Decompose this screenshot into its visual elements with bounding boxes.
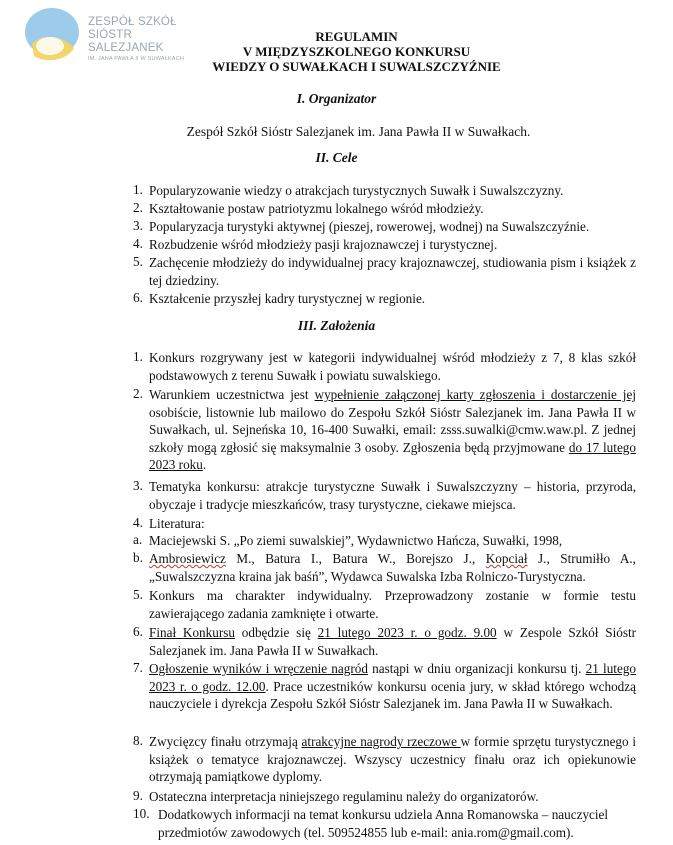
text-part: . xyxy=(202,457,207,472)
logo-line1: ZESPÓŁ SZKÓŁ xyxy=(88,16,177,28)
item-number: 7. xyxy=(133,660,143,675)
logo-line3: IM. JANA PAWŁA II W SUWAŁKACH xyxy=(88,56,185,62)
section-zalozenia-heading: III. Założenia xyxy=(297,318,376,333)
item-letter: b. xyxy=(133,550,143,565)
spell-flagged-word: Kopciał xyxy=(485,551,528,566)
underlined-text: wypełnienie załączonej karty zgłoszenia i dostarczenie jej xyxy=(314,387,636,402)
date-text: 21 lutego 2023 r. o godz. 12.00 xyxy=(149,661,637,694)
item-number: 5. xyxy=(133,254,143,269)
item-text: Popularyzowanie wiedzy o atrakcjach turystycznych Suwałk i Suwalszczyzny. xyxy=(149,183,564,198)
item-number: 2. xyxy=(133,200,143,215)
item-number: 9. xyxy=(133,788,143,803)
item-text: Literatura: xyxy=(149,516,205,531)
title-line1: REGULAMIN xyxy=(315,29,398,44)
title-line2: V MIĘDZYSZKOLNEGO KONKURSU xyxy=(242,44,471,59)
item-letter: a. xyxy=(133,532,143,547)
text-part: w formie sprzętu turystycznego i książek o tematyce krajoznawczej. Wszyscy uczestnicy finału oraz ich opiekunowie otrzymają pamiątkowe dyplomy. xyxy=(149,734,637,784)
underlined-text: atrakcyjne nagrody rzeczowe xyxy=(301,734,461,749)
item-text: Kształcenie przyszłej kadry turystycznej w regionie. xyxy=(149,291,426,306)
text-part: . Prace uczestników konkursu ocenia jury, w skład którego wchodzą nauczyciele i dyrekcja Zespołu Szkół Sióstr Salezjanek im. Jana Pawła II w Suwałkach. xyxy=(149,678,636,711)
item-text: Maciejewski S. „Po ziemi suwalskiej”, Wydawnictwo Hańcza, Suwałki, 1998, xyxy=(149,533,563,548)
deadline-text: do 17 lutego 2023 roku xyxy=(149,439,636,472)
item-number: 5. xyxy=(133,587,143,602)
item-text xyxy=(149,733,636,786)
section-organizator-heading: I. Organizator xyxy=(296,91,377,106)
item-text: Konkurs rozgrywany jest w kategorii indywidualnej wśród młodzieży z 7, 8 klas szkół podstawowych z terenu Suwałk i powiatu suwalskiego. xyxy=(149,350,636,383)
item-number: 4. xyxy=(133,236,143,251)
title-line3: WIEDZY O SUWAŁKACH I SUWALSZCZYŹNIE xyxy=(212,59,501,74)
item-text xyxy=(149,550,636,585)
item-number: 3. xyxy=(133,478,143,493)
text-part: odbędzie się xyxy=(234,625,318,640)
organizer-text: Zespół Szkół Sióstr Salezjanek im. Jana Pawła II w Suwałkach. xyxy=(186,124,531,139)
logo-line2: SIÓSTR SALEZJANEK xyxy=(88,29,164,54)
underlined-text: Finał Konkursu xyxy=(149,625,235,640)
item-text: Dodatkowych informacji na temat konkursu udziela Anna Romanowska – nauczyciel przedmiotów zawodowych (tel. 509524855 lub e-mail: ania.rom@gmail.com). xyxy=(158,807,609,840)
item-text xyxy=(149,660,636,713)
item-number: 3. xyxy=(133,218,143,233)
item-text: Kształtowanie postaw patriotyzmu lokalnego wśród młodzieży. xyxy=(149,201,484,216)
text-part: nastąpi w dniu organizacji konkursu tj. xyxy=(367,661,586,676)
item-number: 8. xyxy=(133,733,143,748)
item-text: Konkurs ma charakter indywidualny. Przeprowadzony zostanie w formie testu zawierającego zadania zamknięte i otwarte. xyxy=(149,588,636,621)
item-text: Rozbudzenie wśród młodzieży pasji krajoznawczej i turystycznej. xyxy=(149,237,498,252)
item-text: Ostateczna interpretacja niniejszego regulaminu należy do organizatorów. xyxy=(149,789,539,804)
text-part: M., Batura I., Batura W., Borejszo J., xyxy=(225,551,486,566)
section-cele-heading: II. Cele xyxy=(315,150,358,165)
item-text: Popularyzacja turystyki aktywnej (pieszej, rowerowej, wodnej) na Suwalszczyźnie. xyxy=(149,219,590,234)
text-part: J., Strumiłło A., „Suwalszczyzna kraina jak baśń”, Wydawca Suwalska Izba Rolniczo-Turystyczna. xyxy=(149,551,636,584)
item-number: 10. xyxy=(133,806,150,821)
date-text: 21 lutego 2023 r. o godz. 9.00 xyxy=(317,625,497,640)
item-text: Tematyka konkursu: atrakcje turystyczne Suwałk i Suwalszczyzny – historia, przyroda, obyczaje i tradycje mieszkańców, trasy turystyczne, ciekawe miejsca. xyxy=(149,479,636,512)
item-text xyxy=(149,386,636,474)
document-title xyxy=(0,29,673,74)
item-number: 6. xyxy=(133,624,143,639)
text-part: w Zespole Szkół Sióstr Salezjanek im. Jana Pawła II w Suwałkach. xyxy=(149,625,637,658)
item-number: 1. xyxy=(133,349,143,364)
text-part: Zwycięzcy finału otrzymają xyxy=(149,734,302,749)
item-number: 1. xyxy=(133,182,143,197)
item-number: 6. xyxy=(133,290,143,305)
spell-flagged-word: Ambrosiewicz xyxy=(149,551,226,566)
item-text xyxy=(149,624,636,659)
item-text: Zachęcenie młodzieży do indywidualnej pracy krajoznawczej, studiowania pism i książek z tej dziedziny. xyxy=(149,255,636,288)
item-number: 2. xyxy=(133,386,143,401)
underlined-text: Ogłoszenie wyników i wręczenie nagród xyxy=(149,661,368,676)
item-number: 4. xyxy=(133,515,143,530)
text-part: osobiście, listownie lub mailowo do Zespołu Szkół Sióstr Salezjanek im. Jana Pawła II w Suwałkach, ul. Sejneńska 10, 16-400 Suwałki, email: zsss.suwalki@cmw.waw.pl. Z jednej szkoły mogą zgłosić się maksymalnie 3 osoby. Zgłoszenia będą przyjmowane xyxy=(149,404,636,455)
text-part: Warunkiem uczestnictwa jest xyxy=(149,387,315,402)
